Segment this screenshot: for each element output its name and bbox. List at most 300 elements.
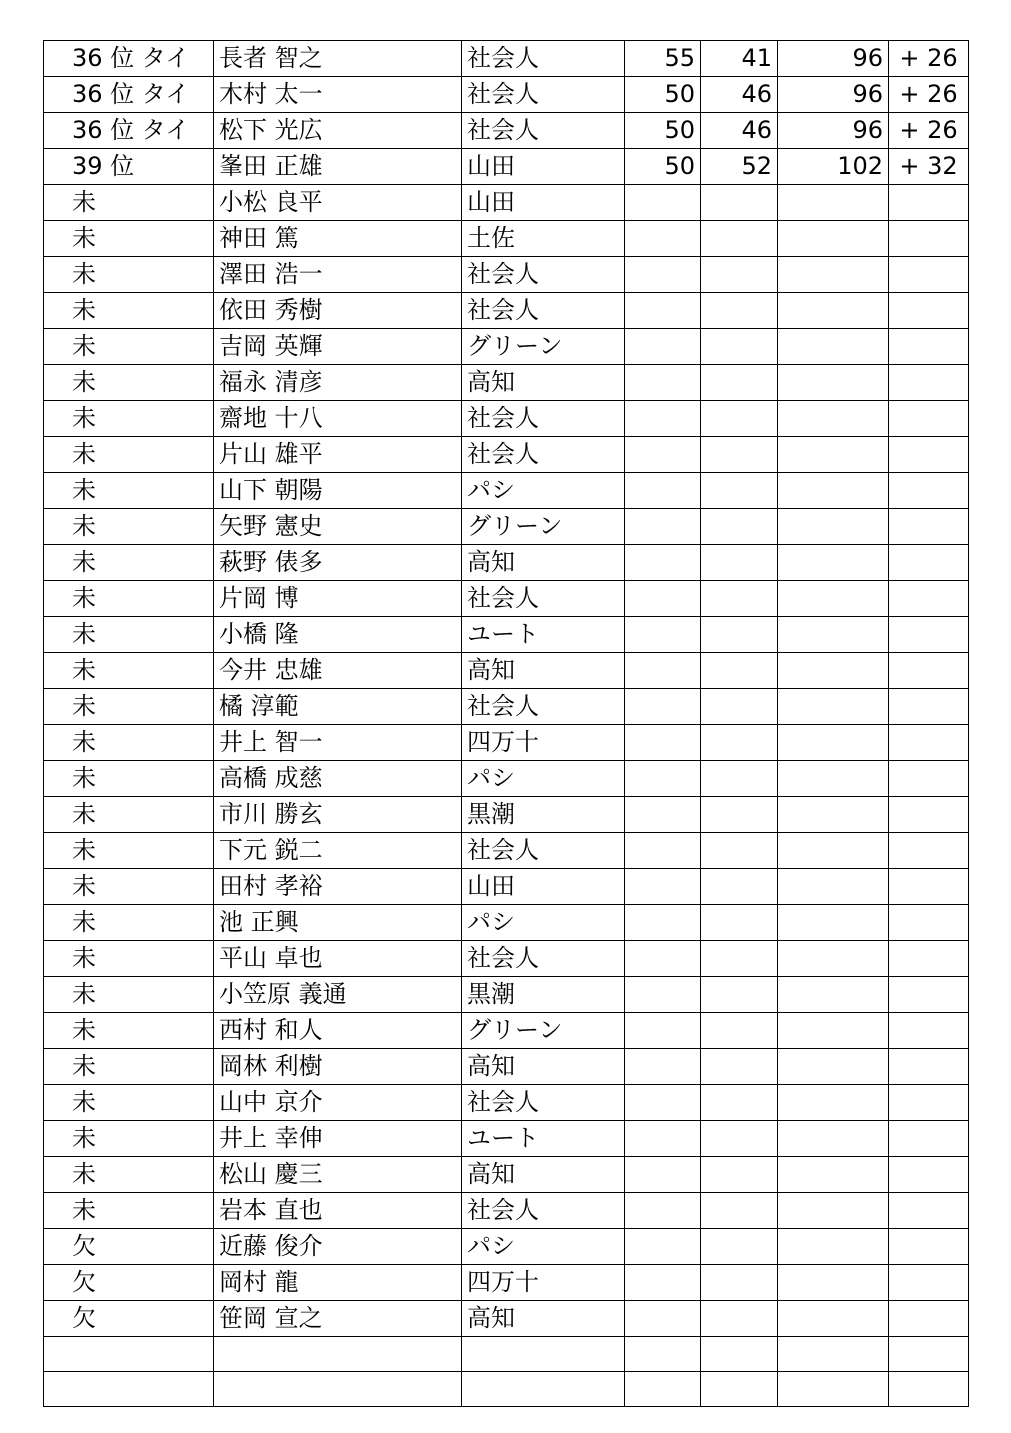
table-row [44, 113, 969, 149]
over-par-cell [889, 1337, 969, 1372]
out-score-cell [625, 725, 701, 761]
table-row [44, 869, 969, 905]
rank-cell: 未 [44, 1157, 214, 1193]
in-score-cell [701, 1229, 778, 1265]
over-par-cell [889, 1265, 969, 1301]
out-score-cell [625, 869, 701, 905]
table-row [44, 977, 969, 1013]
in-score-cell [701, 365, 778, 401]
player-name-cell: 岩本 直也 [214, 1193, 462, 1229]
total-score-cell: 96 [778, 41, 889, 77]
over-par-cell [889, 221, 969, 257]
player-name-cell: 西村 和人 [214, 1013, 462, 1049]
total-score-cell [778, 1193, 889, 1229]
rank-cell: 未 [44, 1013, 214, 1049]
table-row [44, 293, 969, 329]
table-row [44, 581, 969, 617]
total-score-cell [778, 1372, 889, 1407]
total-score-cell: 102 [778, 149, 889, 185]
in-score-cell [701, 1193, 778, 1229]
in-score-cell [701, 1121, 778, 1157]
club-cell: 社会人 [462, 1085, 625, 1121]
table-row [44, 545, 969, 581]
out-score-cell [625, 437, 701, 473]
out-score-cell [625, 905, 701, 941]
player-name-cell: 下元 鋭二 [214, 833, 462, 869]
out-score-cell [625, 473, 701, 509]
over-par-cell: + 26 [889, 113, 969, 149]
club-cell: 社会人 [462, 689, 625, 725]
rank-cell: 欠 [44, 1265, 214, 1301]
total-score-cell [778, 689, 889, 725]
table-row [44, 329, 969, 365]
over-par-cell [889, 581, 969, 617]
total-score-cell [778, 509, 889, 545]
out-score-cell [625, 1265, 701, 1301]
player-name-cell: 今井 忠雄 [214, 653, 462, 689]
table-row [44, 941, 969, 977]
rank-cell: 未 [44, 545, 214, 581]
total-score-cell [778, 365, 889, 401]
player-name-cell: 市川 勝玄 [214, 797, 462, 833]
out-score-cell [625, 977, 701, 1013]
out-score-cell [625, 509, 701, 545]
over-par-cell: + 26 [889, 77, 969, 113]
total-score-cell [778, 329, 889, 365]
club-cell: 社会人 [462, 113, 625, 149]
club-cell: 四万十 [462, 1265, 625, 1301]
over-par-cell [889, 725, 969, 761]
table-row [44, 437, 969, 473]
rank-cell: 欠 [44, 1301, 214, 1337]
over-par-cell [889, 1049, 969, 1085]
out-score-cell [625, 365, 701, 401]
rank-cell: 未 [44, 581, 214, 617]
over-par-cell [889, 437, 969, 473]
club-cell: 社会人 [462, 41, 625, 77]
player-name-cell: 山中 京介 [214, 1085, 462, 1121]
player-name-cell [214, 1372, 462, 1407]
out-score-cell: 50 [625, 149, 701, 185]
total-score-cell [778, 941, 889, 977]
player-name-cell: 田村 孝裕 [214, 869, 462, 905]
rank-cell: 36 位 タイ [44, 77, 214, 113]
rank-cell: 未 [44, 509, 214, 545]
club-cell: 社会人 [462, 77, 625, 113]
player-name-cell: 片山 雄平 [214, 437, 462, 473]
over-par-cell [889, 293, 969, 329]
total-score-cell [778, 1229, 889, 1265]
table-row [44, 257, 969, 293]
out-score-cell: 55 [625, 41, 701, 77]
total-score-cell [778, 293, 889, 329]
rank-cell: 未 [44, 437, 214, 473]
table-row [44, 221, 969, 257]
over-par-cell [889, 1372, 969, 1407]
club-cell: 社会人 [462, 293, 625, 329]
club-cell: 社会人 [462, 1193, 625, 1229]
over-par-cell [889, 1229, 969, 1265]
club-cell: 四万十 [462, 725, 625, 761]
total-score-cell [778, 473, 889, 509]
over-par-cell [889, 329, 969, 365]
total-score-cell [778, 257, 889, 293]
in-score-cell: 41 [701, 41, 778, 77]
table-row [44, 1157, 969, 1193]
total-score-cell: 96 [778, 77, 889, 113]
club-cell: パシ [462, 761, 625, 797]
total-score-cell [778, 653, 889, 689]
total-score-cell: 96 [778, 113, 889, 149]
player-name-cell: 山下 朝陽 [214, 473, 462, 509]
in-score-cell [701, 1157, 778, 1193]
in-score-cell: 52 [701, 149, 778, 185]
rank-cell: 欠 [44, 1229, 214, 1265]
player-name-cell: 岡村 龍 [214, 1265, 462, 1301]
table-row [44, 1121, 969, 1157]
in-score-cell [701, 257, 778, 293]
player-name-cell: 依田 秀樹 [214, 293, 462, 329]
table-row [44, 1301, 969, 1337]
out-score-cell [625, 1372, 701, 1407]
player-name-cell: 長者 智之 [214, 41, 462, 77]
table-row [44, 761, 969, 797]
player-name-cell: 松山 慶三 [214, 1157, 462, 1193]
table-row [44, 185, 969, 221]
total-score-cell [778, 833, 889, 869]
out-score-cell [625, 1193, 701, 1229]
table-row [44, 797, 969, 833]
total-score-cell [778, 869, 889, 905]
over-par-cell [889, 617, 969, 653]
table-row [44, 1013, 969, 1049]
in-score-cell [701, 221, 778, 257]
club-cell: 高知 [462, 365, 625, 401]
in-score-cell [701, 833, 778, 869]
in-score-cell [701, 473, 778, 509]
total-score-cell [778, 1049, 889, 1085]
rank-cell: 未 [44, 473, 214, 509]
table-row [44, 1229, 969, 1265]
table-row [44, 617, 969, 653]
rank-cell: 未 [44, 941, 214, 977]
in-score-cell [701, 1049, 778, 1085]
over-par-cell [889, 365, 969, 401]
over-par-cell [889, 653, 969, 689]
table-row [44, 833, 969, 869]
in-score-cell [701, 653, 778, 689]
table-row [44, 1372, 969, 1407]
player-name-cell [214, 1337, 462, 1372]
total-score-cell [778, 977, 889, 1013]
total-score-cell [778, 1301, 889, 1337]
player-name-cell: 高橋 成慈 [214, 761, 462, 797]
out-score-cell [625, 1229, 701, 1265]
table-row [44, 905, 969, 941]
table-row [44, 365, 969, 401]
out-score-cell [625, 545, 701, 581]
player-name-cell: 小松 良平 [214, 185, 462, 221]
out-score-cell [625, 185, 701, 221]
in-score-cell: 46 [701, 77, 778, 113]
over-par-cell [889, 257, 969, 293]
out-score-cell: 50 [625, 113, 701, 149]
over-par-cell: + 26 [889, 41, 969, 77]
player-name-cell: 木村 太一 [214, 77, 462, 113]
out-score-cell [625, 257, 701, 293]
over-par-cell [889, 1193, 969, 1229]
total-score-cell [778, 221, 889, 257]
player-name-cell: 吉岡 英輝 [214, 329, 462, 365]
in-score-cell [701, 401, 778, 437]
rank-cell [44, 1337, 214, 1372]
in-score-cell [701, 1301, 778, 1337]
in-score-cell [701, 545, 778, 581]
over-par-cell [889, 473, 969, 509]
club-cell: 高知 [462, 1049, 625, 1085]
in-score-cell: 46 [701, 113, 778, 149]
rank-cell: 未 [44, 221, 214, 257]
club-cell: 社会人 [462, 941, 625, 977]
over-par-cell [889, 545, 969, 581]
club-cell: 山田 [462, 149, 625, 185]
player-name-cell: 井上 幸伸 [214, 1121, 462, 1157]
out-score-cell [625, 329, 701, 365]
over-par-cell [889, 185, 969, 221]
over-par-cell [889, 1301, 969, 1337]
player-name-cell: 笹岡 宣之 [214, 1301, 462, 1337]
rank-cell: 未 [44, 689, 214, 725]
out-score-cell [625, 221, 701, 257]
table-row [44, 689, 969, 725]
rank-cell: 39 位 [44, 149, 214, 185]
club-cell: 社会人 [462, 257, 625, 293]
table-row [44, 41, 969, 77]
out-score-cell [625, 581, 701, 617]
rank-cell: 未 [44, 1193, 214, 1229]
club-cell: 高知 [462, 1301, 625, 1337]
player-name-cell: 小笠原 義通 [214, 977, 462, 1013]
out-score-cell [625, 1049, 701, 1085]
rank-cell: 36 位 タイ [44, 113, 214, 149]
player-name-cell: 矢野 憲史 [214, 509, 462, 545]
player-name-cell: 池 正興 [214, 905, 462, 941]
in-score-cell [701, 617, 778, 653]
out-score-cell [625, 1085, 701, 1121]
club-cell: 社会人 [462, 401, 625, 437]
rank-cell: 未 [44, 797, 214, 833]
total-score-cell [778, 617, 889, 653]
rank-cell: 未 [44, 1049, 214, 1085]
club-cell [462, 1372, 625, 1407]
total-score-cell [778, 185, 889, 221]
over-par-cell [889, 941, 969, 977]
in-score-cell [701, 293, 778, 329]
in-score-cell [701, 905, 778, 941]
club-cell: ユート [462, 617, 625, 653]
club-cell: 社会人 [462, 581, 625, 617]
player-name-cell: 齋地 十八 [214, 401, 462, 437]
out-score-cell [625, 401, 701, 437]
over-par-cell [889, 797, 969, 833]
table-row [44, 77, 969, 113]
over-par-cell [889, 509, 969, 545]
in-score-cell [701, 1337, 778, 1372]
rank-cell: 未 [44, 185, 214, 221]
club-cell: 黒潮 [462, 797, 625, 833]
in-score-cell [701, 1372, 778, 1407]
player-name-cell: 神田 篤 [214, 221, 462, 257]
rank-cell: 未 [44, 761, 214, 797]
total-score-cell [778, 581, 889, 617]
out-score-cell [625, 689, 701, 725]
club-cell: ユート [462, 1121, 625, 1157]
in-score-cell [701, 689, 778, 725]
rank-cell: 未 [44, 1121, 214, 1157]
in-score-cell [701, 797, 778, 833]
rank-cell: 未 [44, 365, 214, 401]
player-name-cell: 福永 清彦 [214, 365, 462, 401]
player-name-cell: 峯田 正雄 [214, 149, 462, 185]
club-cell [462, 1337, 625, 1372]
over-par-cell [889, 761, 969, 797]
table-row [44, 1265, 969, 1301]
out-score-cell [625, 941, 701, 977]
out-score-cell [625, 761, 701, 797]
table-row [44, 1049, 969, 1085]
over-par-cell [889, 1157, 969, 1193]
in-score-cell [701, 437, 778, 473]
total-score-cell [778, 761, 889, 797]
club-cell: 山田 [462, 869, 625, 905]
in-score-cell [701, 1265, 778, 1301]
table-row [44, 509, 969, 545]
club-cell: 社会人 [462, 833, 625, 869]
total-score-cell [778, 1121, 889, 1157]
rank-cell: 未 [44, 401, 214, 437]
total-score-cell [778, 545, 889, 581]
in-score-cell [701, 869, 778, 905]
in-score-cell [701, 185, 778, 221]
out-score-cell: 50 [625, 77, 701, 113]
table-row [44, 653, 969, 689]
in-score-cell [701, 725, 778, 761]
out-score-cell [625, 653, 701, 689]
total-score-cell [778, 1337, 889, 1372]
table-row [44, 1337, 969, 1372]
player-name-cell: 井上 智一 [214, 725, 462, 761]
in-score-cell [701, 329, 778, 365]
out-score-cell [625, 797, 701, 833]
out-score-cell [625, 1121, 701, 1157]
total-score-cell [778, 1085, 889, 1121]
club-cell: 社会人 [462, 437, 625, 473]
total-score-cell [778, 401, 889, 437]
table-row [44, 1085, 969, 1121]
rank-cell: 未 [44, 725, 214, 761]
table-row [44, 401, 969, 437]
club-cell: グリーン [462, 509, 625, 545]
rank-cell: 未 [44, 905, 214, 941]
total-score-cell [778, 1013, 889, 1049]
club-cell: グリーン [462, 329, 625, 365]
out-score-cell [625, 617, 701, 653]
rank-cell: 未 [44, 329, 214, 365]
club-cell: パシ [462, 1229, 625, 1265]
results-table-body [44, 41, 969, 1407]
in-score-cell [701, 1013, 778, 1049]
over-par-cell: + 32 [889, 149, 969, 185]
player-name-cell: 平山 卓也 [214, 941, 462, 977]
club-cell: 高知 [462, 545, 625, 581]
total-score-cell [778, 437, 889, 473]
out-score-cell [625, 1337, 701, 1372]
in-score-cell [701, 761, 778, 797]
in-score-cell [701, 581, 778, 617]
total-score-cell [778, 797, 889, 833]
total-score-cell [778, 1265, 889, 1301]
over-par-cell [889, 833, 969, 869]
rank-cell: 未 [44, 869, 214, 905]
out-score-cell [625, 1013, 701, 1049]
club-cell: 土佐 [462, 221, 625, 257]
in-score-cell [701, 977, 778, 1013]
total-score-cell [778, 725, 889, 761]
over-par-cell [889, 1085, 969, 1121]
over-par-cell [889, 1121, 969, 1157]
rank-cell: 未 [44, 977, 214, 1013]
table-row [44, 149, 969, 185]
rank-cell: 未 [44, 653, 214, 689]
in-score-cell [701, 1085, 778, 1121]
table-row [44, 725, 969, 761]
player-name-cell: 萩野 俵多 [214, 545, 462, 581]
table-row [44, 1193, 969, 1229]
player-name-cell: 松下 光広 [214, 113, 462, 149]
table-row [44, 473, 969, 509]
total-score-cell [778, 905, 889, 941]
out-score-cell [625, 1157, 701, 1193]
over-par-cell [889, 689, 969, 725]
rank-cell [44, 1372, 214, 1407]
player-name-cell: 澤田 浩一 [214, 257, 462, 293]
rank-cell: 未 [44, 1085, 214, 1121]
club-cell: パシ [462, 905, 625, 941]
over-par-cell [889, 977, 969, 1013]
rank-cell: 未 [44, 257, 214, 293]
over-par-cell [889, 1013, 969, 1049]
rank-cell: 未 [44, 617, 214, 653]
player-name-cell: 橘 淳範 [214, 689, 462, 725]
rank-cell: 未 [44, 293, 214, 329]
player-name-cell: 小橋 隆 [214, 617, 462, 653]
out-score-cell [625, 833, 701, 869]
club-cell: パシ [462, 473, 625, 509]
rank-cell: 未 [44, 833, 214, 869]
player-name-cell: 近藤 俊介 [214, 1229, 462, 1265]
over-par-cell [889, 401, 969, 437]
out-score-cell [625, 293, 701, 329]
results-table [43, 40, 969, 1407]
club-cell: 黒潮 [462, 977, 625, 1013]
club-cell: グリーン [462, 1013, 625, 1049]
over-par-cell [889, 905, 969, 941]
club-cell: 高知 [462, 653, 625, 689]
club-cell: 山田 [462, 185, 625, 221]
in-score-cell [701, 941, 778, 977]
player-name-cell: 岡林 利樹 [214, 1049, 462, 1085]
rank-cell: 36 位 タイ [44, 41, 214, 77]
